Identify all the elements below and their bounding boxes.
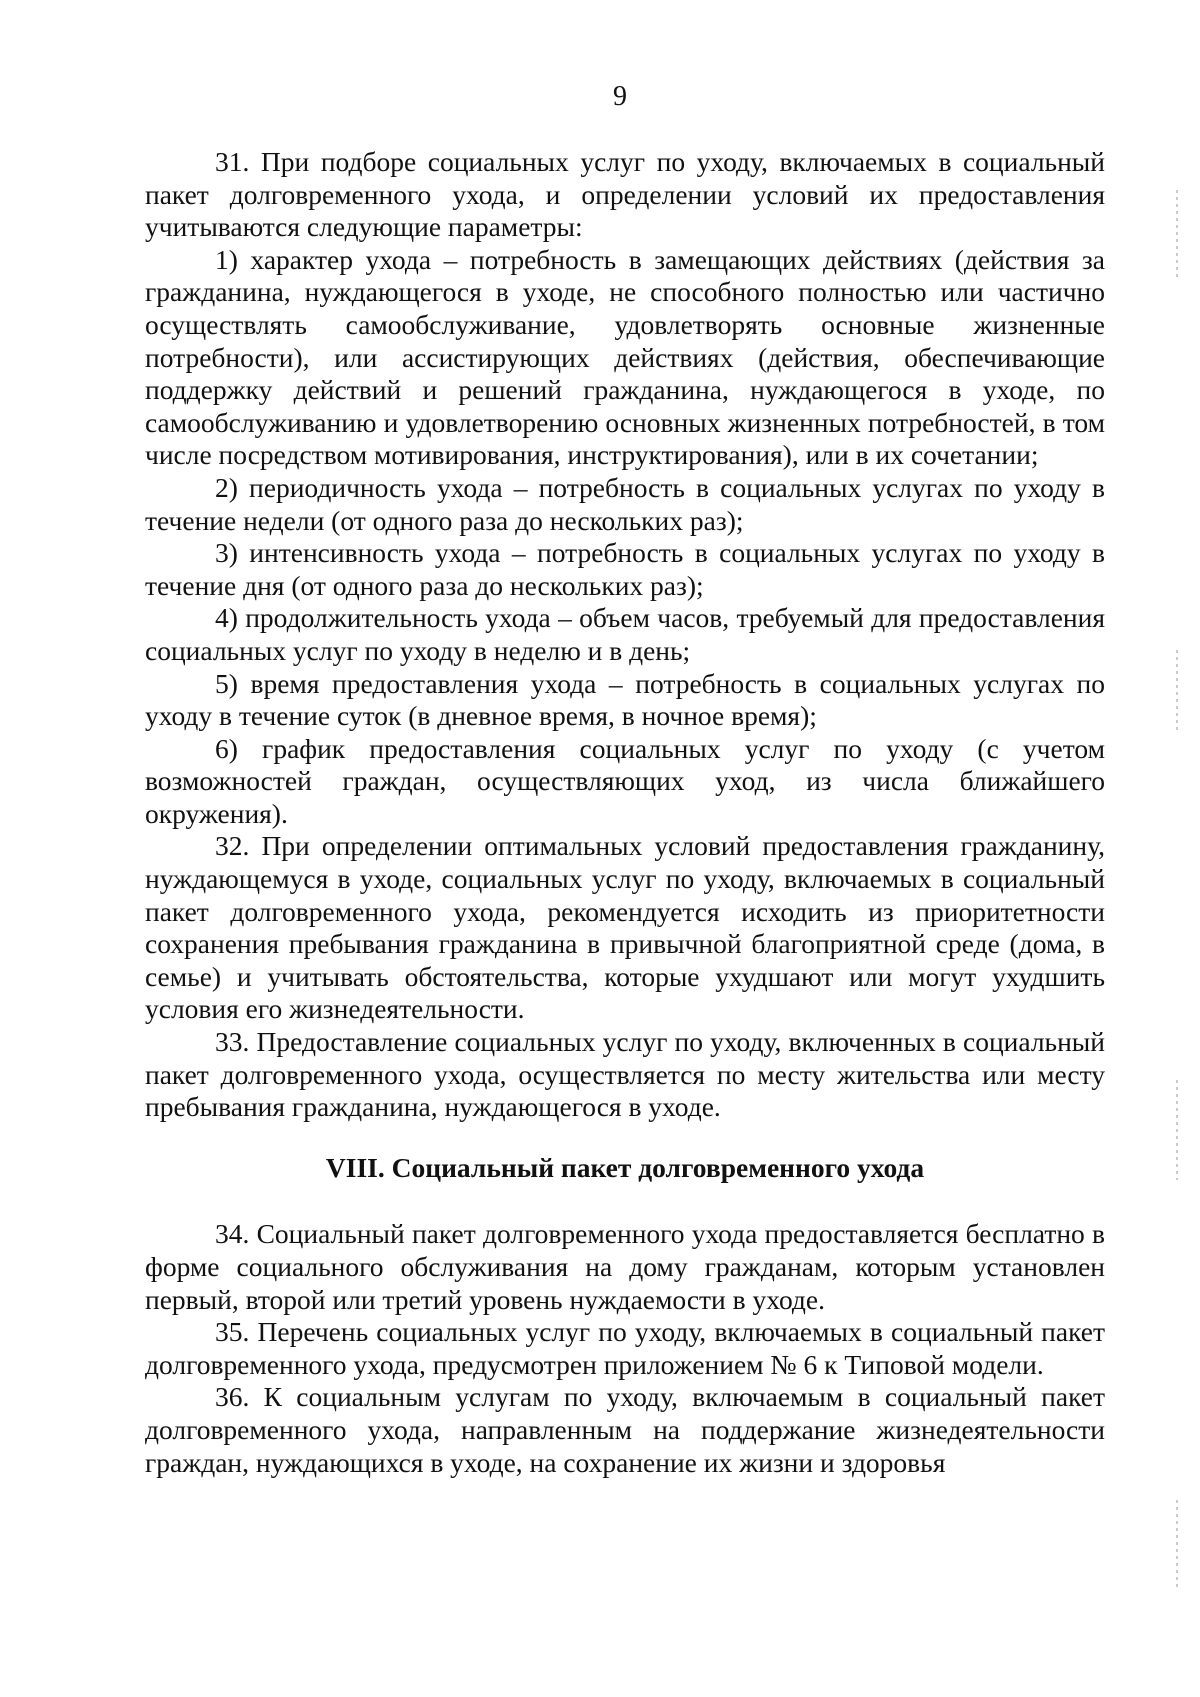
scan-artifact — [1176, 190, 1178, 280]
paragraph-36: 36. К социальным услугам по уходу, включаемым в социальный пакет долговременного ухода, направленным на поддержание жизнедеятельности граждан, нуждающихся в уходе, на сохранение их жизни и здоровья — [145, 1381, 1105, 1478]
document-body — [145, 146, 1105, 1479]
scan-artifact — [1176, 1080, 1178, 1180]
page-number: 9 — [613, 81, 627, 112]
paragraph-31-item-6: 6) график предоставления социальных услуг по уходу (с учетом возможностей граждан, осуществляющих уход, из числа ближайшего окружения). — [145, 732, 1105, 829]
paragraph-35: 35. Перечень социальных услуг по уходу, включаемых в социальный пакет долговременного ухода, предусмотрен приложением № 6 к Типовой модели. — [145, 1316, 1105, 1380]
scan-artifact — [1176, 650, 1178, 730]
paragraph-31: 31. При подборе социальных услуг по уходу, включаемых в социальный пакет долговременного ухода, и определении условий их предоставления учитываются следующие параметры: — [145, 146, 1105, 243]
paragraph-31-item-4: 4) продолжительность ухода – объем часов, требуемый для предоставления социальных услуг по уходу в неделю и в день; — [145, 602, 1105, 666]
section-heading: VIII. Социальный пакет долговременного ухода — [325, 1151, 925, 1183]
paragraph-31-item-3: 3) интенсивность ухода – потребность в социальных услугах по уходу в течение дня (от одного раза до нескольких раз); — [145, 537, 1105, 601]
paragraph-32: 32. При определении оптимальных условий предоставления гражданину, нуждающемуся в уходе, социальных услуг по уходу, включаемых в социальный пакет долговременного ухода, рекомендуется исходить из приоритетности сохранения пребывания гражданина в привычной благоприятной среде (дома, в семье) и учитывать обстоятельства, которые ухудшают или могут ухудшить условия его жизнедеятельности. — [145, 830, 1105, 1025]
paragraph-31-item-1: 1) характер ухода – потребность в замещающих действиях (действия за гражданина, нуждающегося в уходе, не способного полностью или частично осуществлять самообслуживание, удовлетворять основные жизненные потребности), или ассистирующих действиях (действия, обеспечивающие поддержку действий и решений гражданина, нуждающегося в уходе, по самообслуживанию и удовлетворению основных жизненных потребностей, в том числе посредством мотивирования, инструктирования), или в их сочетании; — [145, 243, 1105, 471]
paragraph-34: 34. Социальный пакет долговременного ухода предоставляется бесплатно в форме социального обслуживания на дому гражданам, которым установлен первый, второй или третий уровень нуждаемости в уходе. — [145, 1218, 1105, 1315]
paragraph-31-item-5: 5) время предоставления ухода – потребность в социальных услугах по уходу в течение суток (в дневное время, в ночное время); — [145, 667, 1105, 732]
paragraph-31-item-2: 2) периодичность ухода – потребность в социальных услугах по уходу в течение недели (от одного раза до нескольких раз); — [145, 471, 1105, 536]
scan-artifact — [1176, 1500, 1178, 1590]
paragraph-33: 33. Предоставление социальных услуг по уходу, включенных в социальный пакет долговременного ухода, осуществляется по месту жительства или месту пребывания гражданина, нуждающегося в уходе. — [145, 1026, 1105, 1123]
